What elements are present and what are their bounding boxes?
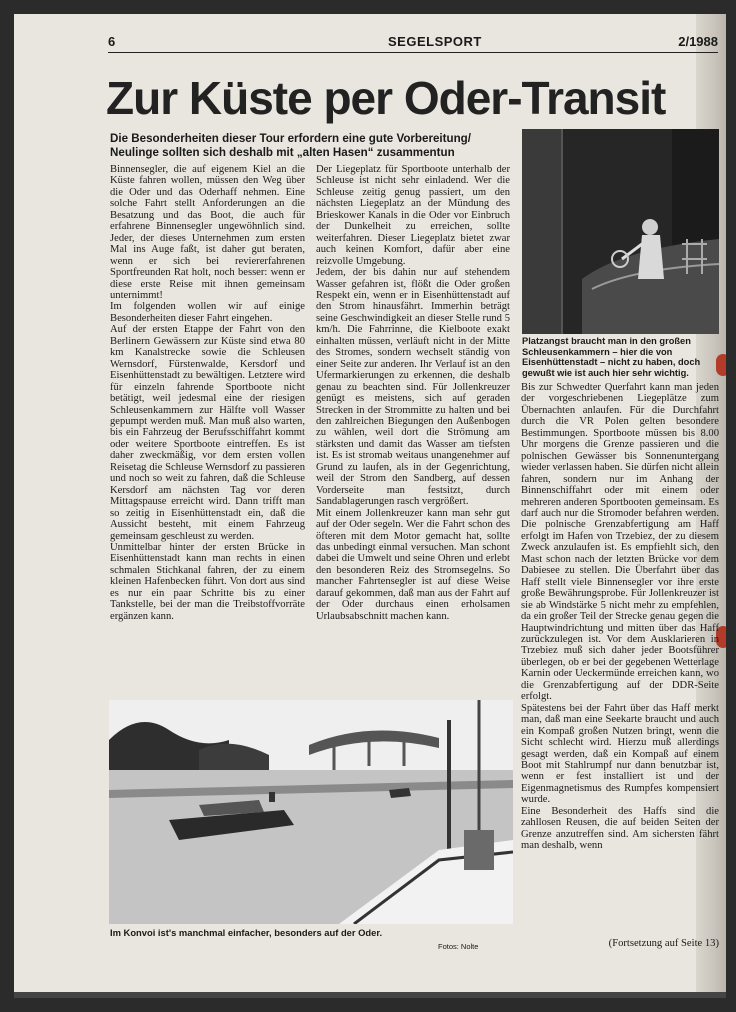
lock-chamber-photo <box>522 129 719 334</box>
magazine-name: SEGELSPORT <box>388 34 482 49</box>
paragraph: Eine Besonderheit des Haffs sind die zahllosen Reusen, die auf beiden Seiten der Grenze anzutreffen sind. Am sichersten fährt man deshalb, wenn <box>521 805 719 852</box>
page-number: 6 <box>108 34 116 49</box>
paragraph: Binnensegler, die auf eigenem Kiel an die Küste fahren wollen, müssen den Weg über die Oder und das Oderhaff nehmen. Eine solche Fahrt stellt Anforderungen an die Besatzung und das Boot, die auch für erfahrene Binnensegler ungewöhnlich sind. Jeder, der dieses Unternehmen zum ersten Mal ins Auge faßt, ist daher gut beraten, wenn er sich bei reviererfahrenen Sportfreunden Rat holt, noch besser: wenn er diese erste Reise mit ihnen gemeinsam unternimmt! <box>110 164 305 301</box>
photo-caption-bottom: Im Konvoi ist's manchmal einfacher, besonders auf der Oder. <box>110 927 383 938</box>
magazine-page <box>14 14 726 998</box>
running-header <box>108 32 718 53</box>
article-headline: Zur Küste per Oder-Transit <box>106 72 666 124</box>
paragraph: Der Liegeplatz für Sportboote unterhalb der Schleuse ist nicht sehr einladend. Wer die Schleuse zeitig genug passiert, um den nächsten Liegeplatz an der Mündung des Brieskower Kanals in die Oder vor Einbruch der Dunkelheit zu erreichen, sollte weiterfahren. Dieser Liegeplatz bietet zwar auch keinen Komfort, dafür aber eine reizvolle Umgebung. <box>316 164 510 267</box>
photo-credit: Fotos: Nolte <box>438 942 479 951</box>
article-subhead: Die Besonderheiten dieser Tour erfordern eine gute Vorbereitung/ Neulinge sollten sich deshalb mit „alten Hasen“ zusammentun <box>110 132 471 159</box>
paragraph: Jedem, der bis dahin nur auf stehendem Wasser gefahren ist, flößt die Oder großen Respekt ein, wenn er in Eisenhüttenstadt auf den Strom hinausfährt. Immerhin beträgt seine Geschwindigkeit an dieser Stelle rund 5 km/h. Die Fahrrinne, die Kielboote exakt einhalten müssen, verläuft nicht in der Mitte des Stromes, sondern wechselt ständig von einer Seite zur anderen. Ihr Verlauf ist an den Ufermarkierungen zu erkennen, die deshalb genau zu beachten sind. Für Jollenkreuzer genügt es meistens, sich auf geraden Strecken in der Strommitte zu halten und bei den zahlreichen Biegungen den Außenbogen zu wählen, weil dort die Strömung am stärksten und damit das Wasser am tiefsten ist. Es ist stromab weitaus unangenehmer auf Grund zu laufen, als in der Gegenrichtung, weil der Strom den Sandberg, auf dessen Vorderseite man festsitzt, durch Sandablagerungen rasch vergrößert. <box>316 267 510 508</box>
text-column-3 <box>521 382 719 852</box>
text-column-2 <box>316 164 510 622</box>
paragraph: Bis zur Schwedter Querfahrt kann man jeden der vorgeschriebenen Liegeplätze zum Übernachten anlaufen. Für die Durchfahrt durch die VR Polen gelten besondere Bestimmungen. Sportboote müssen bis 8.00 Uhr morgens die Grenze passieren und die polnischen Gewässer bis Sonnenuntergang wieder verlassen haben. Sie dürfen nicht allein fahren, sondern nur im Anhang der Binnenschiffahrt oder mit einem oder mehreren anderen Sportbooten gemeinsam. Es darf auch nur die Stromoder befahren werden. Die polnische Grenzabfertigung am Haff erfolgt im Hafen von Trzebiez, der zu diesem Zweck anzulaufen ist. Es empfiehlt sich, den Mast schon nach der letzten Brücke vor dem Dabiesee zu stellen. Die Überfahrt über das Haff stellt viele Binnensegler vor ihre erste große Bewährungsprobe. Für Jollenkreuzer ist sie ab Windstärke 5 nicht mehr zu empfehlen, da ein großer Teil der Strecke genau gegen die Hauptwindrichtung und mitten über das Haff zurückzulegen ist. Vor dem Ausklarieren in Trzebiez muß sich daher jeder Bootsführer überlegen, ob er bei der gegebenen Wetterlage Karnin oder Ueckermünde erreichen kann, wo die Grenzabfertigung auf der DDR-Seite erfolgt. <box>521 382 719 703</box>
paragraph: Unmittelbar hinter der ersten Brücke in Eisenhüttenstadt kann man rechts in einen schmalen Stichkanal fahren, der zu einem kleinen Hafenbecken führt. Von dort aus sind es nur ein paar Schritte bis zu einer Tankstelle, bei der man die Treibstoffvorräte ergänzen kann. <box>110 541 305 622</box>
issue-number: 2/1988 <box>678 34 718 49</box>
page-bottom-edge <box>14 992 726 998</box>
continuation-note: (Fortsetzung auf Seite 13) <box>608 938 719 949</box>
paragraph: Mit einem Jollenkreuzer kann man sehr gut auf der Oder segeln. Wer die Fahrt schon des öfteren mit dem Motor gemacht hat, sollte das unbedingt einmal versuchen. Man schont dabei die Umwelt und seine Ohren und erlebt den besonderen Reiz des Stromsegelns. So mancher Fahrtensegler ist auf diese Weise darauf gekommen, daß man aus der Fahrt auf der Oder durchaus einen erholsamen Urlaubsabschnitt machen kann. <box>316 507 510 622</box>
paragraph: Im folgenden wollen wir auf einige Besonderheiten dieser Fahrt eingehen. <box>110 301 305 324</box>
river-convoy-photo <box>109 700 513 924</box>
paragraph: Spätestens bei der Fahrt über das Haff merkt man, daß man eine Seekarte braucht und auch ein Kompaß großen Nutzen bringt, wenn die Sicht schlecht wird. Hierzu muß allerdings gesagt werden, daß ein Kompaß auf einem Boot mit Stahlrumpf nur dann benutzbar ist, wenn er fest installiert ist und der Eigenmagnetismus des Rumpfes kompensiert wurde. <box>521 702 719 806</box>
photo-caption-top: Platzangst braucht man in den großen Schleusenkammern – hier die von Eisenhüttenstadt – nicht zu haben, doch gewußt wie ist auch hier sehr wichtig. <box>522 336 701 378</box>
paragraph: Auf der ersten Etappe der Fahrt von den Berlinern Gewässern zur Küste sind etwa 80 km Kanalstrecke sowie die Schleusen Wernsdorf, Fürstenwalde, Kersdorf und Eisenhüttenstadt zu bewältigen. Letztere wird für einzeln fahrende Sportboote nicht betätigt, weil jedesmal eine der riesigen Schleusenkammern zur Hälfte voll Wasser gepumpt werden muß. Man muß also warten, bis ein Fahrzeug der Berufsschiffahrt kommt oder weitere Sportboote eintreffen. Es ist daher zweckmäßig, vor dem ersten vollen Reisetag die Schleuse Wernsdorf zu passieren und noch so weit zu fahren, daß die Schleuse Kersdorf am nächsten Tag vor deren Mittagspause erreicht wird. Dann trifft man so zeitig in Eisenhüttenstadt ein, daß die Aussicht besteht, mit einem Fahrzeug gemeinsam geschleust zu werden. <box>110 324 305 542</box>
text-column-1 <box>110 164 305 622</box>
